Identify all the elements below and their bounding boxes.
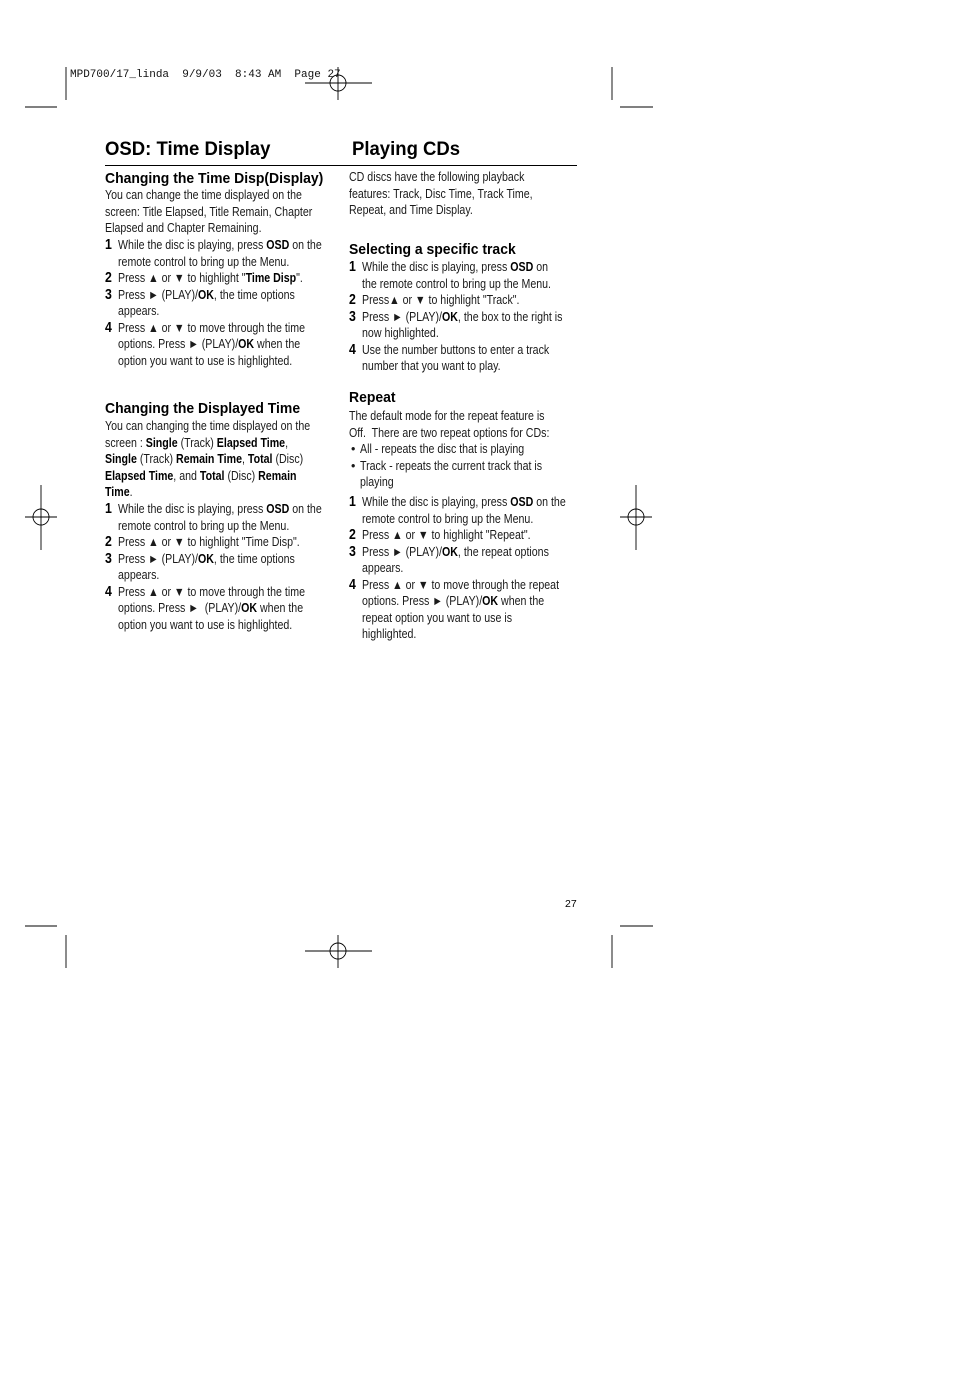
bold-text: Total xyxy=(199,468,225,483)
text-run: on xyxy=(533,260,549,274)
text-line xyxy=(118,237,322,254)
bold-text: OSD xyxy=(510,260,534,274)
text-run: Elapsed and Chapter Remaining. xyxy=(105,221,262,235)
text-run: screen: Title Elapsed, Title Remain, Chapter xyxy=(105,204,313,219)
print-slug: MPD700/17_linda 9/9/03 8:43 AM Page 27 xyxy=(70,69,341,81)
text-line xyxy=(118,600,302,617)
step-number: 1 xyxy=(349,259,356,275)
bold-text: OSD xyxy=(266,238,290,252)
text-run: , and xyxy=(173,468,200,483)
text-line xyxy=(118,287,302,304)
step-item xyxy=(105,320,335,370)
step-item xyxy=(105,534,335,551)
step-number: 2 xyxy=(349,527,356,543)
text-line xyxy=(118,320,305,337)
text-run: when the xyxy=(498,594,545,608)
section-heading: Changing the Time Disp(Display) xyxy=(105,170,324,187)
section-heading: Repeat xyxy=(349,389,396,406)
registration-mark xyxy=(620,485,652,550)
step-list xyxy=(105,501,335,633)
text-line xyxy=(118,567,302,584)
text-run: (Track) xyxy=(177,435,217,450)
text-run: highlighted. xyxy=(362,627,417,641)
text-run: , the box to the right is xyxy=(457,309,563,324)
step-number: 2 xyxy=(105,534,112,550)
section-heading: Selecting a specific track xyxy=(349,241,516,258)
text-run: While the disc is playing, press xyxy=(362,260,511,274)
bold-text: Remain xyxy=(258,468,297,483)
text-run: Press ► (PLAY)/ xyxy=(118,287,198,302)
bold-text: OK xyxy=(441,544,458,559)
text-run: Track - repeats the current track that is xyxy=(360,458,543,473)
text-line xyxy=(362,358,546,375)
step-number: 3 xyxy=(105,550,112,567)
text-run: (Disc) xyxy=(224,468,259,483)
text-line xyxy=(118,336,302,353)
text-run: the remote control to bring up the Menu. xyxy=(362,276,552,291)
section-heading: Changing the Displayed Time xyxy=(105,400,301,417)
step-number: 4 xyxy=(105,319,112,336)
bold-text: Elapsed Time xyxy=(216,435,286,450)
step-number: 1 xyxy=(105,501,112,517)
step-item xyxy=(349,527,579,544)
step-item xyxy=(105,237,335,270)
section-intro xyxy=(105,187,335,237)
step-item xyxy=(105,287,335,320)
section-intro xyxy=(349,408,579,441)
text-run: , the time options xyxy=(213,287,295,302)
text-line xyxy=(362,276,552,293)
text-line xyxy=(118,551,302,568)
text-line xyxy=(362,342,550,359)
step-item xyxy=(105,551,335,584)
text-line xyxy=(362,325,546,342)
step-number: 2 xyxy=(105,270,112,286)
text-line xyxy=(362,292,546,309)
text-line xyxy=(105,204,313,221)
bold-text: Elapsed Time xyxy=(105,468,174,483)
text-line xyxy=(362,259,549,276)
text-line xyxy=(105,187,301,204)
text-run: Press ► (PLAY)/ xyxy=(362,309,442,324)
text-line xyxy=(362,626,546,643)
text-run: , xyxy=(241,452,248,466)
text-line xyxy=(362,577,560,594)
bold-text: Total xyxy=(247,452,273,466)
text-run: Press ► (PLAY)/ xyxy=(118,551,198,566)
page-number: 27 xyxy=(565,898,577,910)
text-line xyxy=(118,501,322,518)
text-run: on the xyxy=(533,495,566,509)
column-intro xyxy=(349,169,579,219)
step-number: 3 xyxy=(349,543,356,560)
text-run: remote control to bring up the Menu. xyxy=(118,518,290,533)
text-run: The default mode for the repeat feature is xyxy=(349,409,545,423)
step-number: 3 xyxy=(349,308,356,325)
step-item xyxy=(349,259,579,292)
text-run: appears. xyxy=(118,568,160,582)
step-item xyxy=(105,584,335,634)
text-line xyxy=(362,309,563,326)
text-line xyxy=(362,593,546,610)
text-line xyxy=(118,353,302,370)
step-number: 1 xyxy=(105,237,112,253)
text-line xyxy=(360,441,546,458)
text-line xyxy=(118,254,302,271)
text-run: , the time options xyxy=(213,551,295,566)
bold-text: Single xyxy=(145,435,178,450)
bold-text: OK xyxy=(197,287,214,302)
text-run: CD discs have the following playback xyxy=(349,170,525,184)
text-run: options. Press ► (PLAY)/ xyxy=(362,594,483,608)
step-number: 1 xyxy=(349,494,356,510)
text-run: option you want to use is highlighted. xyxy=(118,353,293,368)
text-line xyxy=(360,458,546,475)
text-run: appears. xyxy=(118,304,160,318)
text-line xyxy=(118,270,302,287)
text-run: Press▲ or ▼ to highlight "Track". xyxy=(362,293,520,307)
text-run: , xyxy=(285,435,289,450)
text-line xyxy=(118,518,302,535)
text-line xyxy=(362,527,546,544)
text-run: (Track) xyxy=(136,452,177,466)
text-line xyxy=(105,220,301,237)
text-run: number that you want to play. xyxy=(362,359,501,373)
bold-text: OK xyxy=(197,551,214,566)
step-number: 4 xyxy=(349,341,356,358)
text-run: repeat option you want to use is xyxy=(362,610,513,625)
text-run: when the xyxy=(257,601,304,615)
text-run: Press ▲ or ▼ to move through the repeat xyxy=(362,577,560,592)
text-run: on the xyxy=(289,238,322,252)
step-list xyxy=(105,237,335,369)
text-run: Press ▲ or ▼ to highlight "Repeat". xyxy=(362,528,531,542)
text-run: when the xyxy=(254,337,301,351)
text-run: Press ▲ or ▼ to highlight "Time Disp". xyxy=(118,535,300,549)
text-run: Press ▲ or ▼ to highlight " xyxy=(118,271,246,285)
text-run: All - repeats the disc that is playing xyxy=(360,442,525,456)
page-title-playing-cds: Playing CDs xyxy=(352,138,461,160)
bold-text: OK xyxy=(241,601,258,615)
text-line xyxy=(349,186,545,203)
text-run: playing xyxy=(360,475,394,489)
step-item xyxy=(349,544,579,577)
text-line xyxy=(349,202,545,219)
step-number: 4 xyxy=(105,583,112,600)
text-line xyxy=(362,560,546,577)
text-run: While the disc is playing, press xyxy=(362,495,511,509)
text-line xyxy=(118,534,302,551)
text-line xyxy=(362,544,549,561)
registration-mark xyxy=(305,935,372,968)
text-run: options. Press ► (PLAY)/ xyxy=(118,337,239,351)
page-title-osd-time-display: OSD: Time Display xyxy=(105,138,271,160)
text-line xyxy=(360,474,546,491)
step-item xyxy=(105,501,335,534)
text-line xyxy=(105,451,304,468)
text-run: appears. xyxy=(362,561,404,575)
text-run: remote control to bring up the Menu. xyxy=(362,511,534,526)
section-intro xyxy=(105,418,335,501)
step-number: 2 xyxy=(349,292,356,308)
bullet-item xyxy=(349,458,579,491)
bold-text: OSD xyxy=(266,502,290,516)
step-list xyxy=(349,494,579,643)
text-run: While the disc is playing, press xyxy=(118,502,267,516)
text-run: option you want to use is highlighted. xyxy=(118,617,293,632)
bold-text: OK xyxy=(441,309,458,324)
registration-mark xyxy=(25,485,57,550)
step-item xyxy=(349,292,579,309)
text-run: You can change the time displayed on the xyxy=(105,188,302,202)
step-item xyxy=(349,577,579,643)
text-run: You can changing the time displayed on the xyxy=(105,419,311,433)
text-run: Use the number buttons to enter a track xyxy=(362,342,550,357)
text-run: ". xyxy=(296,271,303,285)
bold-text: Time xyxy=(105,485,130,499)
bullet-list xyxy=(349,441,579,491)
text-run: remote control to bring up the Menu. xyxy=(118,254,290,269)
text-line xyxy=(362,610,546,627)
text-line xyxy=(349,425,550,442)
text-line xyxy=(105,418,311,435)
bold-text: Single xyxy=(105,452,137,466)
bold-text: Time Disp xyxy=(245,271,297,285)
bold-text: OK xyxy=(238,337,255,351)
bold-text: Remain Time xyxy=(176,452,242,466)
text-line xyxy=(349,408,545,425)
title-rule xyxy=(105,165,577,166)
bold-text: OK xyxy=(482,594,499,608)
text-line xyxy=(118,303,302,320)
text-line xyxy=(349,169,545,186)
text-line xyxy=(118,617,302,634)
text-run: , the repeat options xyxy=(457,544,549,559)
text-line xyxy=(105,484,301,501)
step-item xyxy=(349,309,579,342)
text-line xyxy=(105,468,301,485)
step-number: 3 xyxy=(105,286,112,303)
step-item xyxy=(105,270,335,287)
text-run: screen : xyxy=(105,435,146,450)
text-run: Repeat, and Time Display. xyxy=(349,203,473,217)
text-run: features: Track, Disc Time, Track Time, xyxy=(349,186,533,201)
step-item xyxy=(349,494,579,527)
text-run: now highlighted. xyxy=(362,326,439,340)
text-line xyxy=(362,511,546,528)
text-run: Off. There are two repeat options for CDs: xyxy=(349,425,550,440)
text-run: . xyxy=(129,485,133,499)
text-run: on the xyxy=(289,502,322,516)
text-run: (Disc) xyxy=(272,452,304,466)
step-number: 4 xyxy=(349,576,356,593)
text-run: Press ► (PLAY)/ xyxy=(362,544,442,559)
text-line xyxy=(105,435,301,452)
text-line xyxy=(118,584,305,601)
text-line xyxy=(362,494,566,511)
step-list xyxy=(349,259,579,375)
step-item xyxy=(349,342,579,375)
text-run: options. Press ► (PLAY)/ xyxy=(118,601,242,615)
bullet-item xyxy=(349,441,579,458)
bold-text: OSD xyxy=(510,495,534,509)
text-run: Press ▲ or ▼ to move through the time xyxy=(118,584,305,599)
text-run: Press ▲ or ▼ to move through the time xyxy=(118,320,305,335)
text-run: While the disc is playing, press xyxy=(118,238,267,252)
